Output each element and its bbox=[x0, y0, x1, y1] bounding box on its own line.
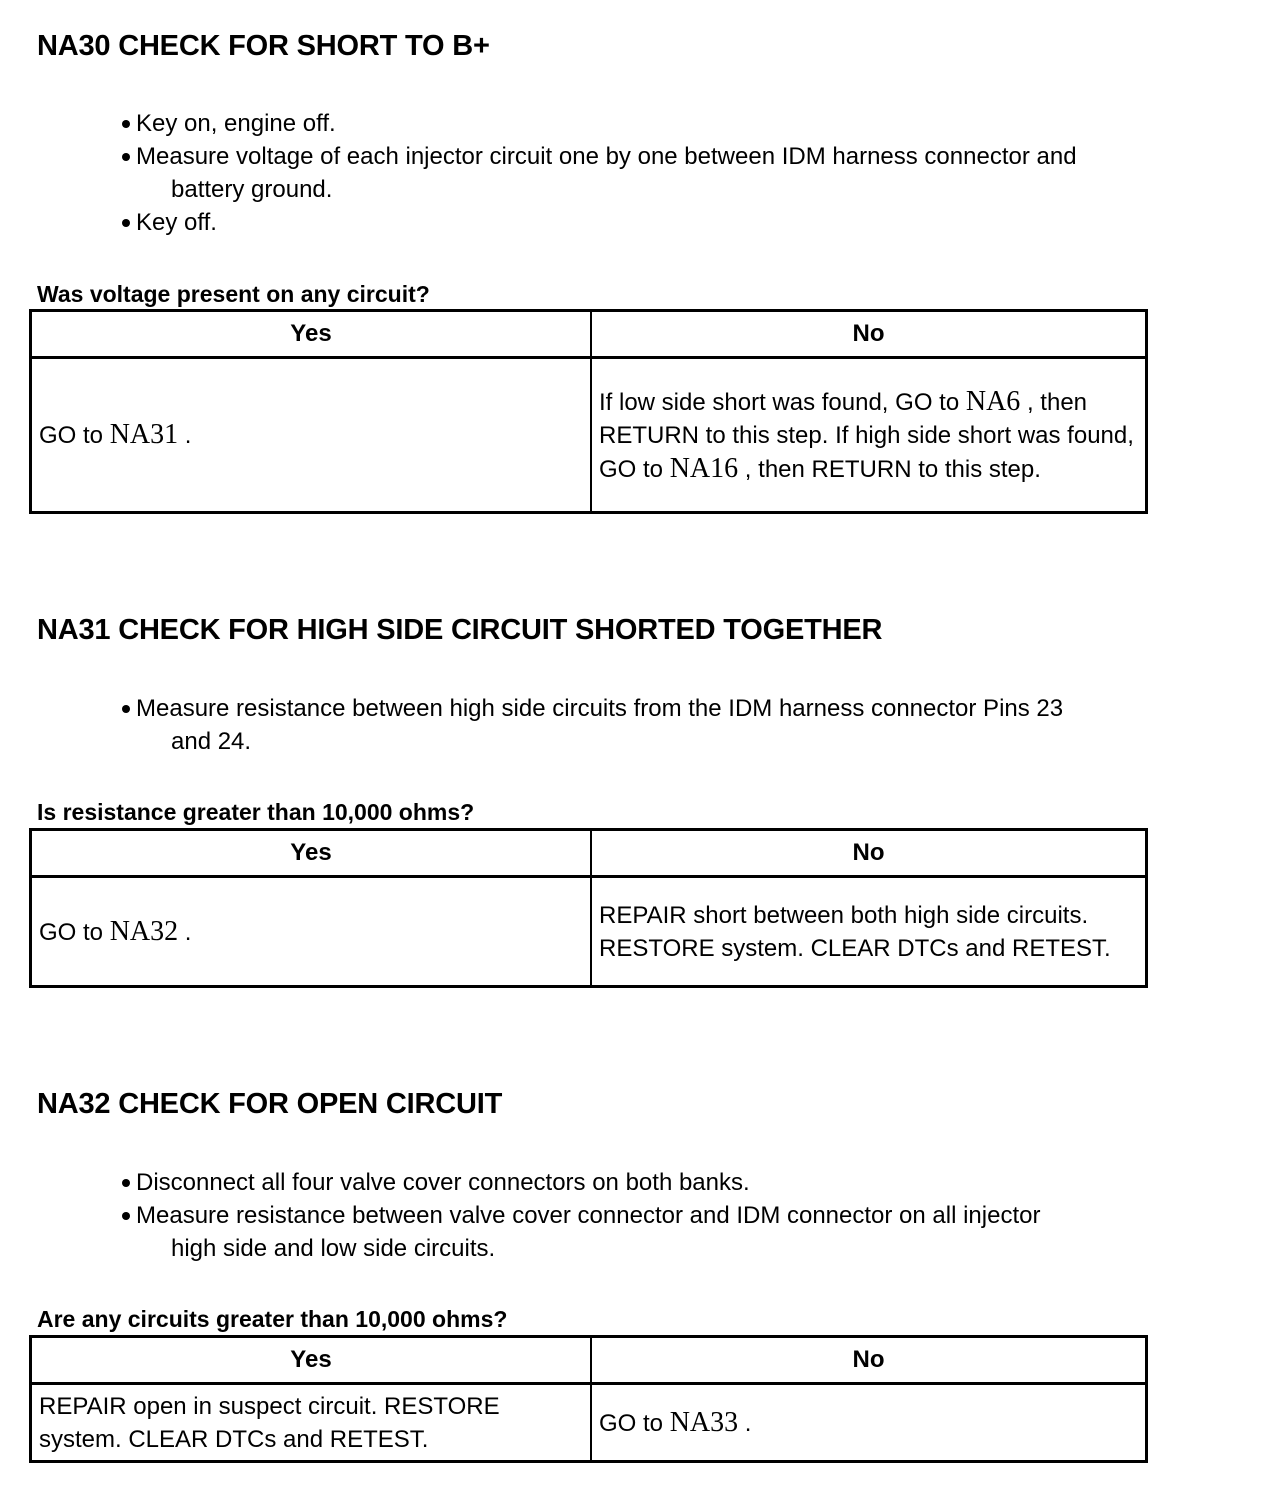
yes-no-table bbox=[29, 309, 1148, 514]
yes-cell: REPAIR open in suspect circuit. RESTORE system. CLEAR DTCs and RETEST. bbox=[31, 1384, 592, 1462]
yes-no-table bbox=[29, 828, 1148, 988]
yes-header: Yes bbox=[31, 830, 592, 877]
instruction-item: Key off. bbox=[118, 206, 1077, 239]
instruction-item: Disconnect all four valve cover connectors on both banks. bbox=[118, 1166, 1040, 1199]
step-link-na6[interactable]: NA6 bbox=[965, 385, 1021, 417]
instruction-list bbox=[118, 107, 1077, 239]
yes-header: Yes bbox=[31, 1337, 592, 1384]
no-header: No bbox=[591, 830, 1147, 877]
step-link-na33[interactable]: NA33 bbox=[669, 1406, 739, 1438]
instruction-item: Measure resistance between valve cover connector and IDM connector on all injector high side and low side circuits. bbox=[118, 1199, 1040, 1265]
bullet-icon bbox=[122, 153, 130, 161]
question: Was voltage present on any circuit? bbox=[37, 281, 430, 307]
step-link-na32[interactable]: NA32 bbox=[109, 915, 179, 947]
section-title: NA32 CHECK FOR OPEN CIRCUIT bbox=[37, 1088, 503, 1120]
instruction-item: Measure resistance between high side circuits from the IDM harness connector Pins 23 and 24. bbox=[118, 692, 1063, 758]
instruction-item: Measure voltage of each injector circuit one by one between IDM harness connector and battery ground. bbox=[118, 140, 1077, 206]
bullet-icon bbox=[122, 1212, 130, 1220]
no-cell: If low side short was found, GO to NA6 , then RETURN to this step. If high side short was found, GO to NA16 , then RETURN to this step. bbox=[591, 358, 1147, 513]
no-header: No bbox=[591, 1337, 1147, 1384]
no-cell: GO to NA33 . bbox=[591, 1384, 1147, 1462]
bullet-icon bbox=[122, 219, 130, 227]
question: Is resistance greater than 10,000 ohms? bbox=[37, 799, 475, 825]
question: Are any circuits greater than 10,000 ohms? bbox=[37, 1306, 508, 1332]
yes-header: Yes bbox=[31, 311, 592, 358]
instruction-item: Key on, engine off. bbox=[118, 107, 1077, 140]
step-link-na16[interactable]: NA16 bbox=[669, 452, 739, 484]
instruction-list bbox=[118, 1166, 1040, 1265]
no-header: No bbox=[591, 311, 1147, 358]
yes-cell: GO to NA31 . bbox=[31, 358, 592, 513]
section-title: NA30 CHECK FOR SHORT TO B+ bbox=[37, 30, 490, 62]
yes-cell: GO to NA32 . bbox=[31, 877, 592, 987]
bullet-icon bbox=[122, 120, 130, 128]
yes-no-table bbox=[29, 1335, 1148, 1463]
bullet-icon bbox=[122, 705, 130, 713]
section-title: NA31 CHECK FOR HIGH SIDE CIRCUIT SHORTED TOGETHER bbox=[37, 614, 883, 646]
no-cell: REPAIR short between both high side circuits. RESTORE system. CLEAR DTCs and RETEST. bbox=[591, 877, 1147, 987]
step-link-na31[interactable]: NA31 bbox=[109, 419, 179, 450]
instruction-list bbox=[118, 692, 1063, 758]
bullet-icon bbox=[122, 1179, 130, 1187]
